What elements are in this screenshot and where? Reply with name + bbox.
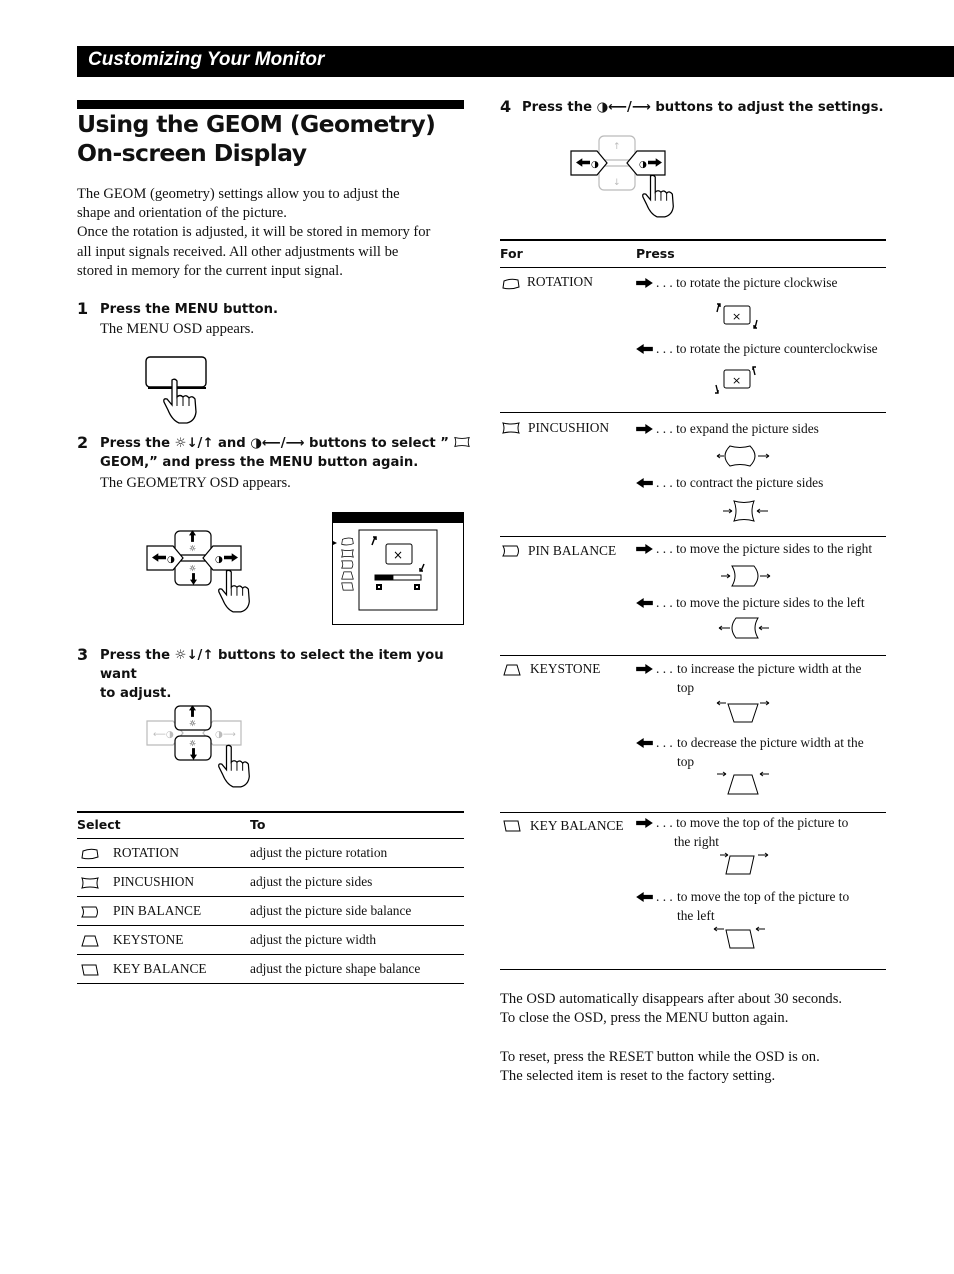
step-2-note: The GEOMETRY OSD appears.	[100, 475, 291, 491]
key-balance-icon	[81, 964, 99, 976]
right-arrow-icon	[636, 664, 653, 674]
svg-text:☼: ☼	[189, 544, 197, 553]
svg-text:↑: ↑	[613, 142, 621, 152]
svg-text:↓: ↓	[613, 178, 621, 188]
decrease-top-width-diagram	[714, 771, 772, 797]
rotate-clockwise-diagram	[712, 300, 762, 332]
pin-balance-left-text: . . . to move the picture sides to the left	[656, 595, 865, 610]
step-1-note: The MENU OSD appears.	[100, 321, 255, 337]
svg-text:×: ×	[732, 310, 742, 323]
intro-line: The GEOM (geometry) settings allow you to adjust the	[77, 186, 400, 202]
step-2-number: 2	[77, 433, 89, 452]
contrast-left-right-icon: ◑⟵/⟶	[250, 436, 305, 451]
select-item-label: PIN BALANCE	[113, 903, 202, 918]
svg-text:◑⟶: ◑⟶	[215, 730, 236, 740]
intro-line: stored in memory for the current input signal.	[77, 262, 343, 279]
select-item-action: adjust the picture rotation	[250, 845, 388, 860]
keystone-right-text: to increase the picture width at the top	[677, 661, 862, 695]
svg-text:×: ×	[732, 374, 742, 387]
select-item-label: KEYSTONE	[113, 932, 184, 947]
left-arrow-icon	[636, 738, 653, 748]
row-divider	[77, 925, 464, 926]
select-table-header-to: To	[250, 817, 266, 832]
keystone-icon	[81, 935, 99, 947]
intro-line: shape and orientation of the picture.	[77, 205, 287, 222]
select-item-label: KEY BALANCE	[113, 961, 207, 976]
control-pad-updown-illustration	[143, 703, 263, 793]
step-3-number: 3	[77, 645, 89, 664]
left-arrow-icon	[636, 478, 653, 488]
step-4-number: 4	[500, 97, 512, 116]
pincushion-right-text: . . . to expand the picture sides	[656, 421, 819, 436]
svg-text:◑: ◑	[591, 160, 599, 170]
sides-left-diagram	[718, 617, 770, 639]
control-pad-illustration	[143, 528, 263, 618]
pincushion-left-text: . . . to contract the picture sides	[656, 475, 824, 490]
rotation-icon	[81, 848, 99, 860]
svg-text:×: ×	[393, 548, 404, 562]
press-table-header-for: For	[500, 246, 523, 261]
key-balance-left-dots: . . .	[656, 889, 673, 904]
key-balance-icon	[503, 820, 521, 832]
row-divider	[77, 983, 464, 984]
press-item-keystone: KEYSTONE	[530, 661, 601, 676]
intro-line: Once the rotation is adjusted, it will be stored in memory for	[77, 224, 431, 241]
press-item-pin-balance: PIN BALANCE	[528, 543, 617, 558]
left-arrow-icon	[636, 344, 653, 354]
right-arrow-icon	[636, 544, 653, 554]
intro-paragraph	[77, 185, 477, 281]
pincushion-icon	[502, 422, 520, 434]
press-table-header-press: Press	[636, 246, 675, 261]
svg-text:◑: ◑	[639, 160, 647, 170]
title-rule	[77, 100, 464, 109]
step-1-number: 1	[77, 299, 89, 318]
top-right-diagram	[718, 851, 772, 877]
svg-text:☼: ☼	[189, 719, 197, 728]
keystone-left-dots: . . .	[656, 735, 673, 750]
geometry-osd-illustration	[332, 512, 464, 625]
pincushion-icon	[454, 436, 470, 448]
contract-sides-diagram	[722, 500, 770, 522]
select-table-header-select: Select	[77, 817, 121, 832]
row-divider	[77, 896, 464, 897]
brightness-up-down-icon: ☼↓/↑	[174, 436, 214, 451]
osd-value-bar-fill	[375, 575, 393, 580]
press-item-rotation: ROTATION	[527, 274, 593, 289]
select-item-label: PINCUSHION	[113, 874, 195, 889]
pin-balance-icon	[502, 545, 520, 557]
expand-sides-diagram	[716, 445, 772, 467]
pin-balance-icon	[81, 906, 99, 918]
increase-top-width-diagram	[714, 699, 772, 725]
keystone-icon	[503, 664, 521, 676]
section-title: Customizing Your Monitor	[88, 49, 325, 70]
pin-balance-right-text: . . . to move the picture sides to the right	[656, 541, 873, 556]
select-item-action: adjust the picture width	[250, 932, 377, 947]
key-balance-right-text: . . . to move the top of the picture to the right	[656, 815, 849, 849]
step-3-title: Press the ☼↓/↑ buttons to select the item you want to adjust.	[100, 648, 444, 701]
osd-timeout-note: The OSD automatically disappears after about 30 seconds. To close the OSD, press the MENU button again.	[500, 991, 843, 1027]
select-item-action: adjust the picture shape balance	[250, 961, 421, 976]
rotation-left-text: . . . to rotate the picture counterclockwise	[656, 341, 878, 356]
left-arrow-icon	[636, 892, 653, 902]
rotate-counterclockwise-diagram	[712, 364, 762, 396]
brightness-up-down-icon: ☼↓/↑	[174, 648, 214, 663]
rotation-right-text: . . . to rotate the picture clockwise	[656, 275, 838, 290]
row-divider	[77, 867, 464, 868]
row-divider	[77, 954, 464, 955]
select-item-action: adjust the picture side balance	[250, 903, 412, 918]
step-1-title: Press the MENU button.	[100, 302, 278, 317]
top-left-diagram	[712, 925, 768, 951]
sides-right-diagram	[720, 565, 772, 587]
press-item-key-balance: KEY BALANCE	[530, 818, 624, 833]
control-pad-leftright-illustration	[567, 133, 687, 223]
pincushion-icon	[81, 877, 99, 889]
intro-line: all input signals received. All other adjustments will be	[77, 243, 399, 260]
right-arrow-icon	[636, 424, 653, 434]
select-item-action: adjust the picture sides	[250, 874, 373, 889]
keystone-left-text: to decrease the picture width at the top	[677, 735, 864, 769]
select-item-label: ROTATION	[113, 845, 179, 860]
reset-note: To reset, press the RESET button while the OSD is on. The selected item is reset to the factory setting.	[500, 1049, 820, 1085]
press-item-pincushion: PINCUSHION	[528, 420, 610, 435]
svg-text:☼: ☼	[189, 564, 197, 573]
page-title: Using the GEOM (Geometry) On-screen Display	[77, 110, 436, 167]
rotation-icon	[502, 278, 520, 290]
left-arrow-icon	[636, 598, 653, 608]
step-4-title: Press the ◑⟵/⟶ buttons to adjust the settings.	[522, 100, 884, 115]
step-2-title: Press the ☼↓/↑ and ◑⟵/⟶ buttons to select ” GEOM,” and press the MENU button again.	[100, 434, 470, 472]
svg-text:◑: ◑	[215, 555, 223, 565]
svg-text:☼: ☼	[189, 739, 197, 748]
right-arrow-icon	[636, 278, 653, 288]
svg-text:⟵◑: ⟵◑	[153, 730, 174, 740]
menu-button-illustration	[140, 352, 220, 424]
key-balance-left-text: to move the top of the picture to the left	[677, 889, 850, 923]
right-arrow-icon	[636, 818, 653, 828]
keystone-right-dots: . . .	[656, 661, 673, 676]
svg-text:◑: ◑	[167, 555, 175, 565]
contrast-left-right-icon: ◑⟵/⟶	[596, 100, 651, 115]
